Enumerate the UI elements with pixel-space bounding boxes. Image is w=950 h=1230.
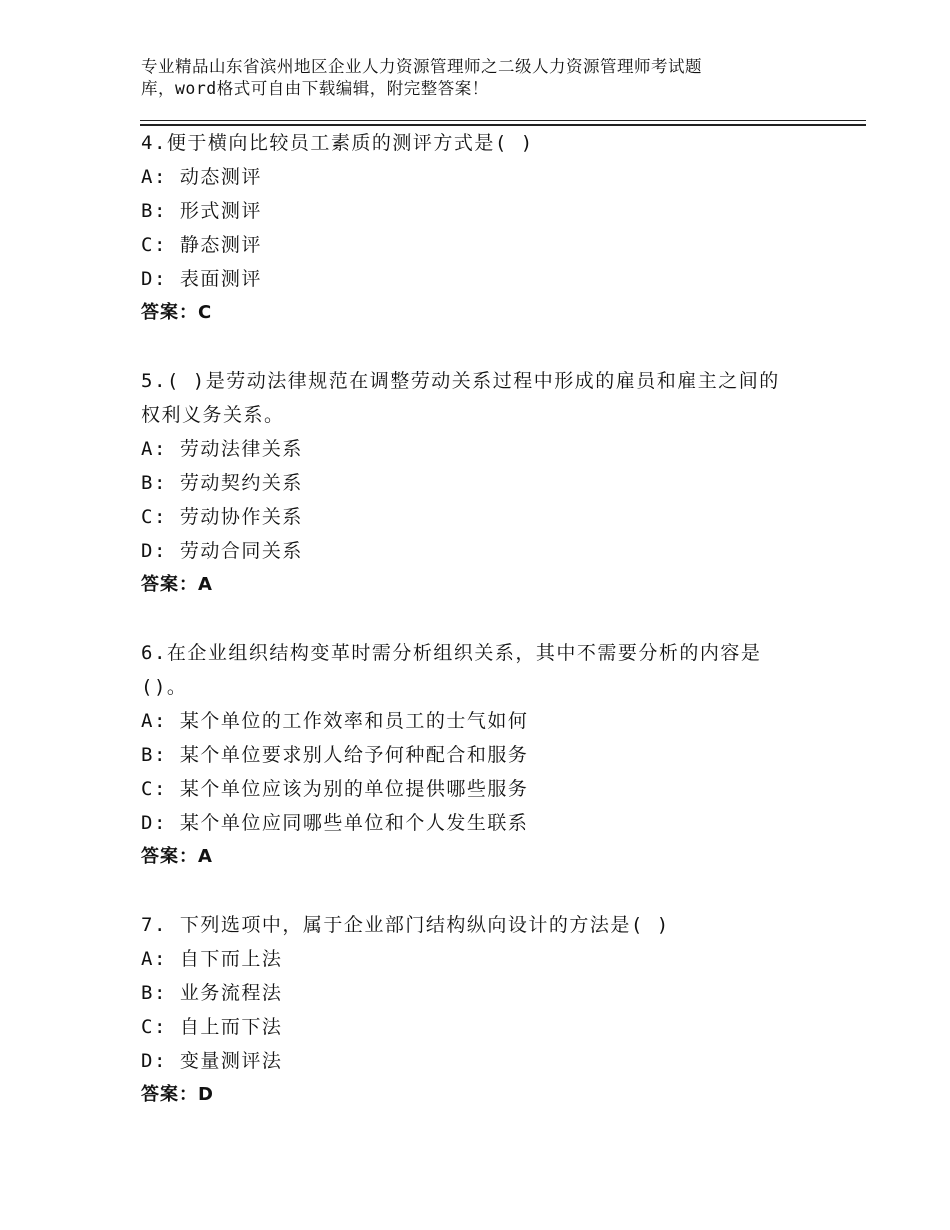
option-c: C: 自上而下法 xyxy=(141,1016,283,1038)
answer-label: 答案：A xyxy=(141,574,213,595)
option-c: C: 某个单位应该为别的单位提供哪些服务 xyxy=(141,778,529,800)
question-stem-line-2: 权利义务关系。 xyxy=(141,404,285,426)
question-5 xyxy=(141,364,841,602)
option-c: C: 静态测评 xyxy=(141,234,262,256)
option-b: B: 业务流程法 xyxy=(141,982,283,1004)
question-stem: 4.便于横向比较员工素质的测评方式是( ) xyxy=(141,132,534,154)
header-line-1: 专业精品山东省滨州地区企业人力资源管理师之二级人力资源管理师考试题 xyxy=(141,57,702,76)
option-a: A: 动态测评 xyxy=(141,166,262,188)
option-b: B: 形式测评 xyxy=(141,200,262,222)
header-divider-thin xyxy=(140,120,866,121)
question-7 xyxy=(141,908,841,1112)
option-d: D: 劳动合同关系 xyxy=(141,540,303,562)
answer-label: 答案：C xyxy=(141,302,213,323)
option-a: A: 自下而上法 xyxy=(141,948,283,970)
option-b: B: 某个单位要求别人给予何种配合和服务 xyxy=(141,744,529,766)
option-d: D: 变量测评法 xyxy=(141,1050,283,1072)
header-line-2: 库，word格式可自由下载编辑，附完整答案！ xyxy=(141,79,489,98)
option-d: D: 表面测评 xyxy=(141,268,262,290)
document-header xyxy=(141,56,801,100)
option-a: A: 劳动法律关系 xyxy=(141,438,303,460)
answer-label: 答案：A xyxy=(141,846,213,867)
question-stem-line-1: 6.在企业组织结构变革时需分析组织关系，其中不需要分析的内容是 xyxy=(141,642,762,664)
question-6 xyxy=(141,636,841,874)
option-a: A: 某个单位的工作效率和员工的士气如何 xyxy=(141,710,529,732)
question-stem: 7. 下列选项中，属于企业部门结构纵向设计的方法是( ) xyxy=(141,914,670,936)
answer-label: 答案：D xyxy=(141,1084,214,1105)
option-b: B: 劳动契约关系 xyxy=(141,472,303,494)
question-list xyxy=(141,126,841,1146)
question-stem-line-2: ()。 xyxy=(141,676,188,698)
question-stem-line-1: 5.( )是劳动法律规范在调整劳动关系过程中形成的雇员和雇主之间的 xyxy=(141,370,780,392)
option-d: D: 某个单位应同哪些单位和个人发生联系 xyxy=(141,812,529,834)
question-4 xyxy=(141,126,841,330)
option-c: C: 劳动协作关系 xyxy=(141,506,303,528)
